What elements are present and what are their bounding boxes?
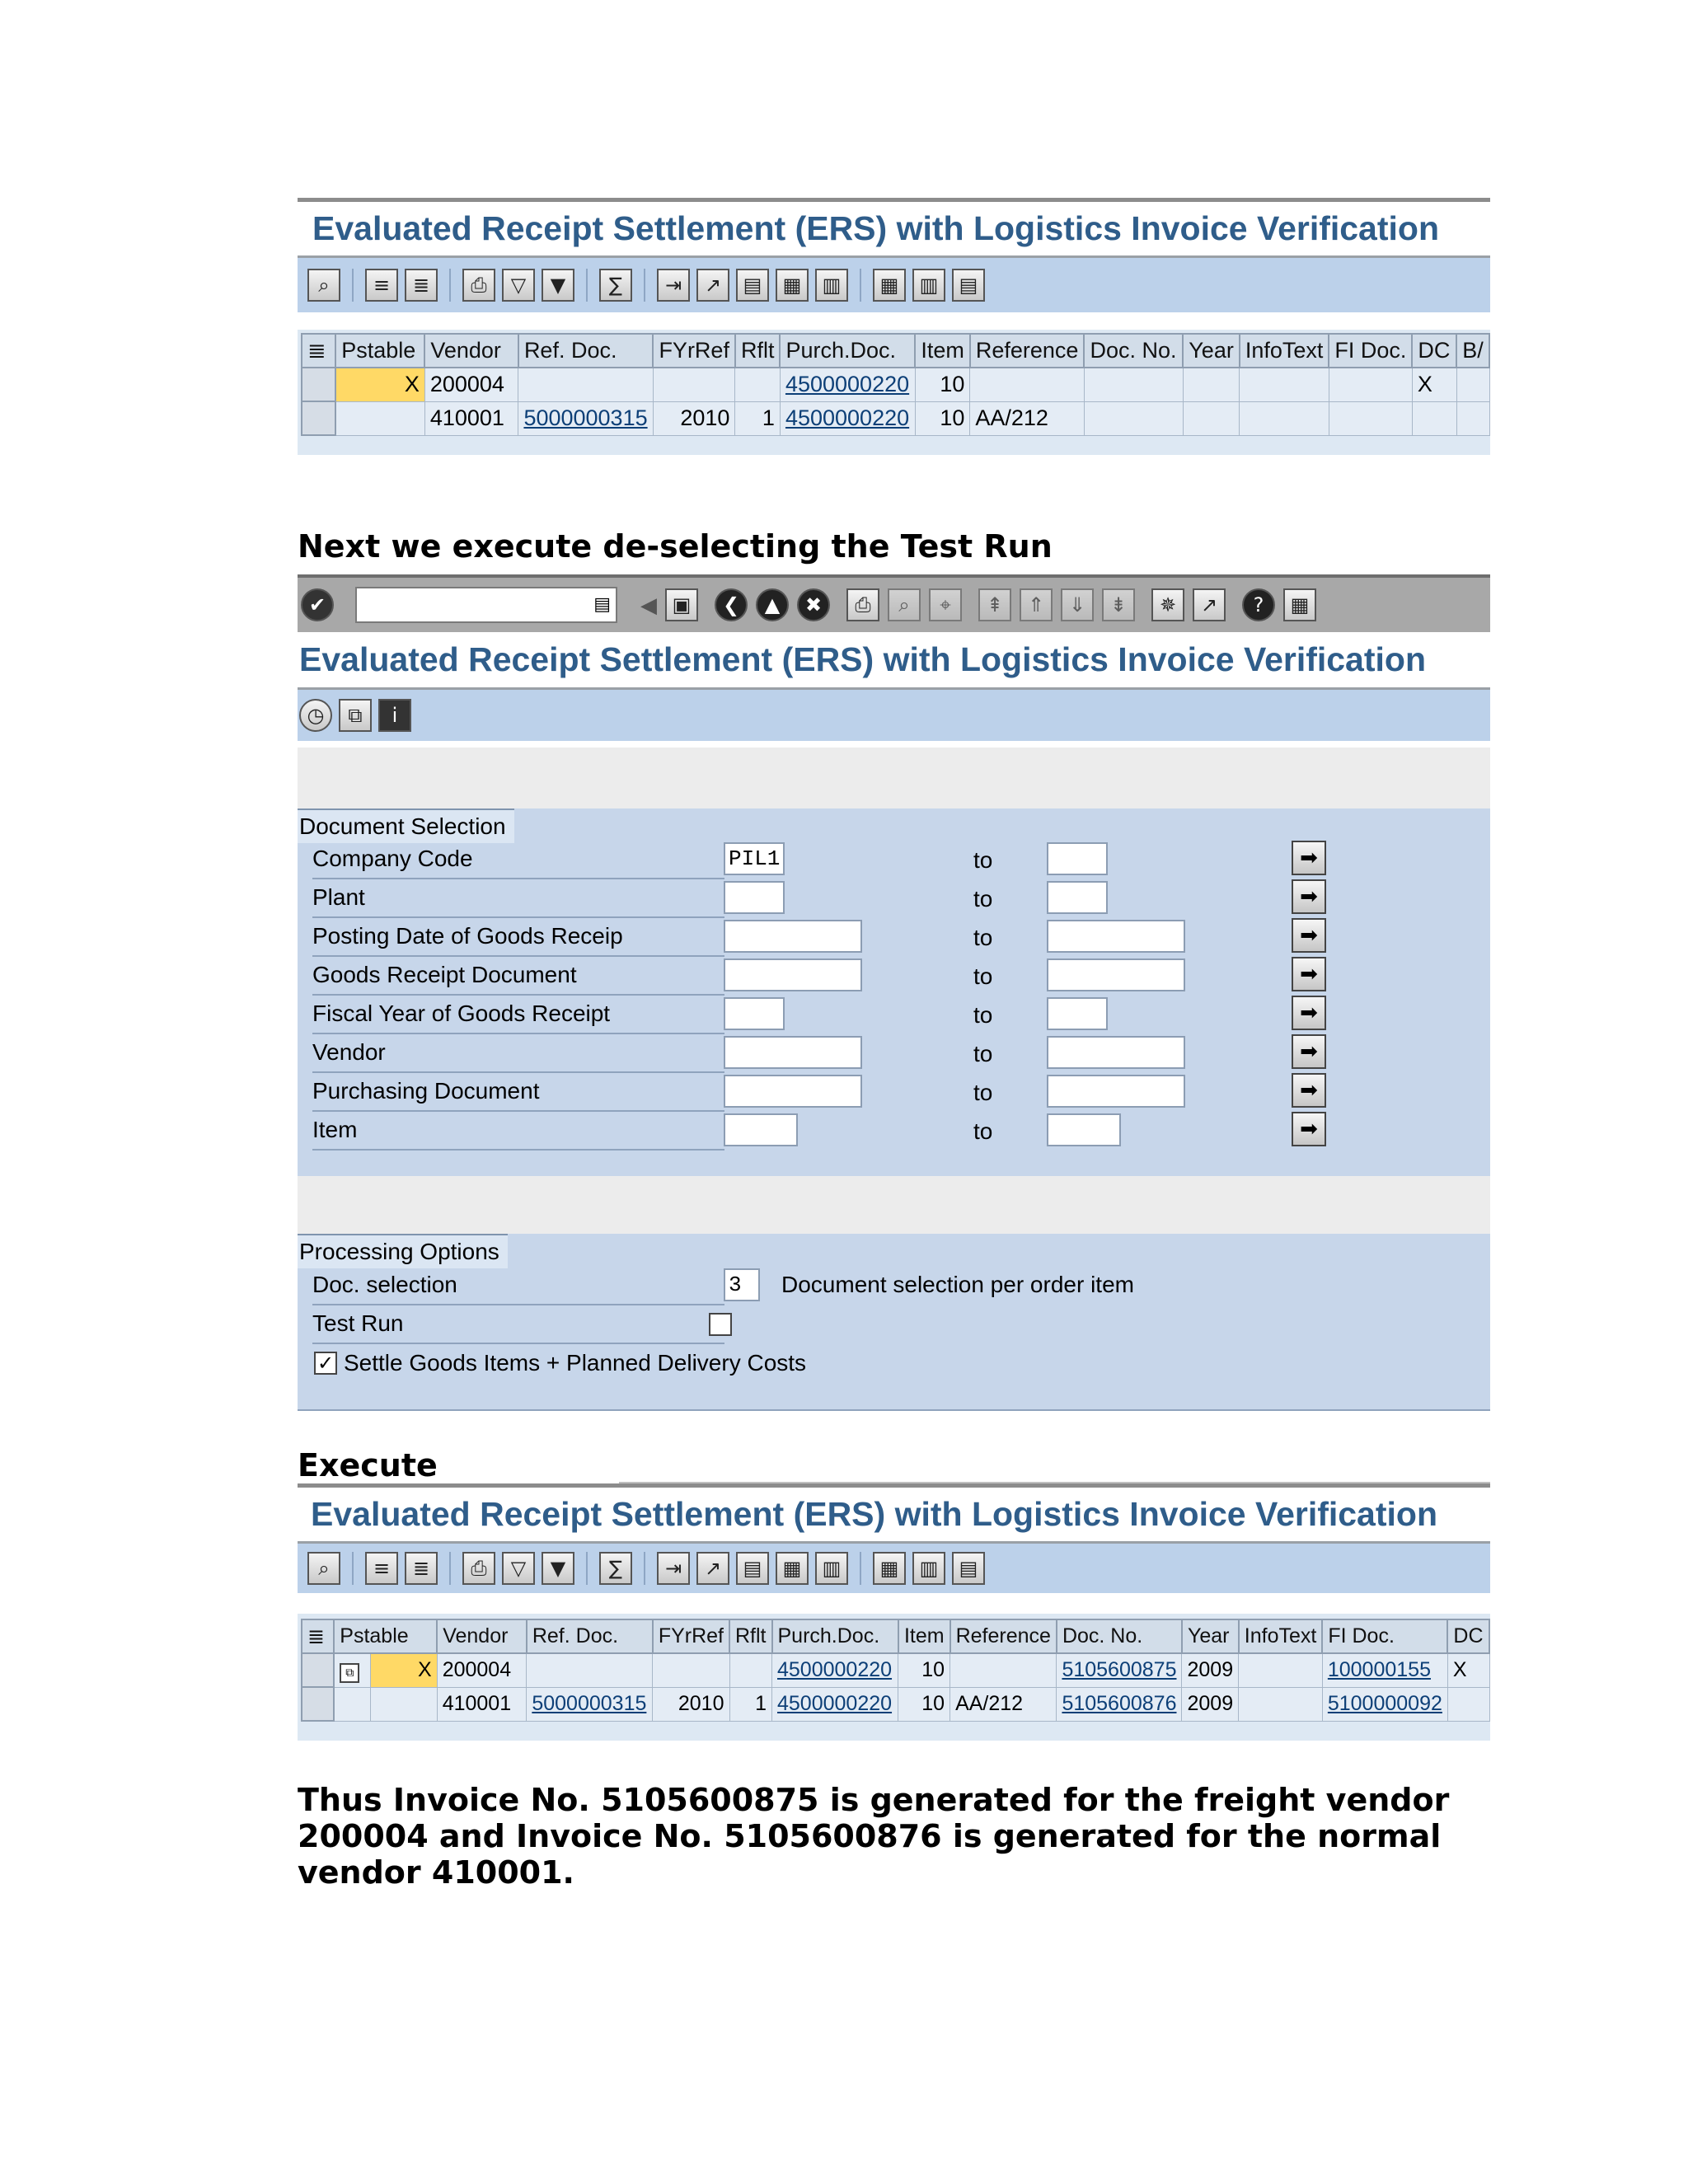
cell-pstable: X [371,1653,438,1687]
ref-doc-link[interactable]: 5000000315 [532,1692,647,1715]
ers-result-posted [298,1483,1490,1741]
col-header[interactable]: FI Doc. [1329,334,1412,368]
table-row[interactable] [302,1687,1489,1721]
cell-infotext [1240,368,1329,401]
cell-reference [970,368,1085,401]
multiple-selection-icon[interactable]: ➡ [1292,1112,1326,1146]
cell-purch-doc[interactable] [780,401,915,435]
table-header [302,334,1489,368]
item-to[interactable] [1047,1113,1121,1146]
fi-doc-link[interactable]: 100000155 [1327,1658,1431,1682]
cell-ref-doc [527,1653,653,1687]
col-header[interactable]: Item [898,1619,950,1653]
filter-icon[interactable]: ▽ [502,1552,535,1585]
print-icon[interactable]: ⎙ [846,588,879,621]
cell-fi-doc[interactable] [1322,1653,1447,1687]
col-header[interactable]: Year [1183,334,1240,368]
word-icon[interactable]: ▤ [736,1552,769,1585]
cell-b [1456,401,1489,435]
cell-infotext [1239,1653,1323,1687]
col-header[interactable]: Pstable [334,1619,437,1653]
company-code-to[interactable] [1047,842,1108,875]
cell-purch-doc[interactable] [780,368,915,401]
alv-toolbar [298,1544,1490,1593]
conclusion-text: Thus Invoice No. 5105600875 is generated for the freight vendor 200004 and Invoice No. 5105600876 is generated for the normal vendor 410001. [298,1782,1450,1891]
goods-receipt-doc-to[interactable] [1047,958,1185,991]
purch-doc-link[interactable]: 4500000220 [777,1658,893,1682]
col-header[interactable]: Ref. Doc. [527,1619,653,1653]
previous-page-icon[interactable]: ⇑ [1020,588,1053,621]
settle-label: Settle Goods Items + Planned Delivery Costs [344,1350,807,1376]
enter-icon[interactable]: ✔ [301,588,334,621]
expand-icon[interactable]: ⧉ [340,1663,359,1683]
doc-selection-input[interactable]: 3 [724,1268,760,1301]
cell-purch-doc[interactable] [772,1687,898,1721]
table-row[interactable] [302,401,1489,435]
next-page-icon[interactable]: ⇓ [1061,588,1094,621]
sort-asc-icon[interactable]: ≡ [365,269,398,302]
vendor-label: Vendor [312,1039,386,1065]
to-label: to [973,886,993,912]
multiple-selection-icon[interactable]: ➡ [1292,918,1326,953]
cell-vendor: 410001 [424,401,518,435]
column-icon[interactable]: ▥ [912,269,945,302]
fiscal-year-label: Fiscal Year of Goods Receipt [312,1001,611,1026]
purch-doc-link[interactable]: 4500000220 [777,1692,893,1715]
cell-vendor: 200004 [424,368,518,401]
cell-dc [1447,1687,1489,1721]
col-header[interactable]: Vendor [424,334,518,368]
column-icon[interactable]: ▥ [912,1552,945,1585]
word-icon[interactable]: ▤ [736,269,769,302]
save-icon[interactable]: ▣ [665,588,698,621]
col-header[interactable]: DC [1412,334,1456,368]
cell-year [1183,368,1240,401]
doc-selection-desc: Document selection per order item [781,1272,1134,1297]
processing-options-label: Processing Options [298,1234,508,1268]
col-header[interactable]: FYrRef [653,334,735,368]
processing-options-frame [298,1234,1490,1411]
to-label: to [973,963,993,989]
export-icon[interactable]: ⇥ [657,1552,690,1585]
find-next-icon[interactable]: ⌖ [929,588,962,621]
cell-reference [950,1653,1057,1687]
filter-set-icon[interactable]: ▼ [542,269,574,302]
row-divider [312,878,724,879]
multiple-selection-icon[interactable]: ➡ [1292,996,1326,1030]
doc-no-link[interactable]: 5105600876 [1062,1692,1177,1715]
info-icon[interactable]: i [378,699,411,732]
screen-title: Evaluated Receipt Settlement (ERS) with Logistics Invoice Verification [311,1495,1437,1533]
row-icon[interactable]: ▤ [952,1552,985,1585]
cell-fyrref: 2010 [653,1687,729,1721]
row-selector[interactable] [302,1653,334,1687]
col-header[interactable]: Item [915,334,970,368]
col-header[interactable]: Vendor [437,1619,527,1653]
posting-date-to[interactable] [1047,920,1185,953]
caption-execute: Execute [298,1447,438,1483]
cell-pstable [371,1687,438,1721]
alv-toolbar [298,258,1490,312]
sum-icon[interactable]: ∑ [599,269,632,302]
fi-doc-link[interactable]: 5100000092 [1327,1692,1442,1715]
cell-pstable [335,401,424,435]
cell-fi-doc [1329,368,1412,401]
col-header[interactable]: FI Doc. [1322,1619,1447,1653]
filter-icon[interactable]: ▽ [502,269,535,302]
help-icon[interactable]: ? [1242,588,1275,621]
row-divider [312,1343,724,1344]
detail-icon[interactable]: ⌕ [307,269,340,302]
multiple-selection-icon[interactable]: ➡ [1292,841,1326,875]
item-label: Item [312,1117,358,1142]
cell-ref-doc [518,368,654,401]
spacer-area [298,1176,1490,1234]
sort-asc-icon[interactable]: ≡ [365,1552,398,1585]
alv-grid [298,1614,1490,1741]
layout-icon[interactable]: ▥ [815,1552,848,1585]
command-dropdown-icon[interactable]: ▤ [593,593,611,614]
cell-vendor: 410001 [437,1687,527,1721]
col-header[interactable]: DC [1447,1619,1489,1653]
cell-doc-no [1084,368,1183,401]
grid-icon[interactable]: ▦ [873,269,906,302]
cell-doc-no [1084,401,1183,435]
purch-doc-link[interactable]: 4500000220 [785,372,910,397]
print-icon[interactable]: ⎙ [462,269,495,302]
cell-rflt: 1 [735,401,781,435]
spacer-area [298,748,1490,808]
test-run-checkbox[interactable] [709,1313,732,1336]
document-selection-label: Document Selection [298,808,514,843]
fiscal-year-from[interactable] [724,997,785,1030]
ers-selection-screen [298,574,1490,1413]
plant-from[interactable] [724,881,785,914]
cell-infotext [1240,401,1329,435]
multiple-selection-icon[interactable]: ➡ [1292,879,1326,914]
filter-set-icon[interactable]: ▼ [542,1552,574,1585]
first-page-icon[interactable]: ⇞ [978,588,1011,621]
cell-fyrref [653,1653,729,1687]
cell-ref-doc[interactable] [527,1687,653,1721]
ref-doc-link[interactable]: 5000000315 [523,405,648,430]
caption-deselect-test-run: Next we execute de-selecting the Test Run [298,528,1053,565]
ers-result-testrun [298,198,1490,455]
execute-icon[interactable]: ◷ [299,699,332,732]
doc-no-link[interactable]: 5105600875 [1062,1658,1177,1682]
cell-item: 10 [898,1653,950,1687]
fiscal-year-to[interactable] [1047,997,1108,1030]
application-toolbar [298,690,1490,741]
plant-label: Plant [312,884,365,910]
row-icon[interactable]: ▤ [952,269,985,302]
cell-rflt [735,368,781,401]
cell-pstable: X [335,368,424,401]
cell-b [1456,368,1489,401]
row-selector[interactable] [302,401,335,435]
cell-infotext [1239,1687,1323,1721]
table-row[interactable] [302,368,1489,401]
col-header[interactable]: InfoText [1239,1619,1323,1653]
get-variant-icon[interactable]: ⧉ [339,699,372,732]
col-header[interactable]: Doc. No. [1057,1619,1182,1653]
cell-vendor: 200004 [437,1653,527,1687]
screen-title: Evaluated Receipt Settlement (ERS) with Logistics Invoice Verification [312,209,1439,247]
detail-icon[interactable]: ⌕ [307,1552,340,1585]
col-header[interactable]: Rflt [735,334,781,368]
cell-year [1183,401,1240,435]
row-divider [312,1149,724,1151]
col-header[interactable]: Rflt [729,1619,772,1653]
doc-selection-label: Doc. selection [312,1272,457,1297]
alv-grid [298,330,1490,455]
find-icon[interactable]: ⌕ [888,588,921,621]
result-table [301,333,1490,436]
cell-reference: AA/212 [970,401,1085,435]
settle-checkbox[interactable]: ✓ [314,1352,337,1375]
sum-icon[interactable]: ∑ [599,1552,632,1585]
goods-receipt-doc-label: Goods Receipt Document [312,962,577,987]
command-field[interactable] [355,587,617,623]
to-label: to [973,925,993,950]
layout-select-icon[interactable]: ≣ [302,334,335,368]
col-header[interactable]: Year [1182,1619,1239,1653]
to-label: to [973,1002,993,1028]
graphic-icon[interactable]: ↗ [696,269,729,302]
col-header[interactable]: Purch.Doc. [780,334,915,368]
col-header[interactable]: Pstable [335,334,424,368]
export-icon[interactable]: ⇥ [657,269,690,302]
back-icon[interactable]: ❮ [715,588,748,621]
layout-menu-icon[interactable]: ▦ [1283,588,1316,621]
new-session-icon[interactable]: ✵ [1151,588,1184,621]
cell-item: 10 [915,368,970,401]
table-header [302,1619,1489,1653]
cell-item: 10 [898,1687,950,1721]
screen-title-bar [298,198,1490,258]
col-header[interactable]: InfoText [1240,334,1329,368]
screen-title-bar [298,1483,1490,1544]
cell-rflt [729,1653,772,1687]
cell-purch-doc[interactable] [772,1653,898,1687]
purch-doc-link[interactable]: 4500000220 [785,405,910,430]
cell-expand[interactable] [334,1653,370,1687]
vendor-from[interactable] [724,1036,862,1069]
layout-select-icon[interactable]: ≣ [302,1619,334,1653]
cell-dc: X [1412,368,1456,401]
document-selection-frame [298,808,1490,1176]
screen-title-bar [298,632,1490,690]
company-code-label: Company Code [312,846,473,871]
result-table [301,1619,1490,1722]
excel-icon[interactable]: ▦ [776,1552,809,1585]
posting-date-from[interactable] [724,920,862,953]
col-header[interactable]: FYrRef [653,1619,729,1653]
table-row[interactable] [302,1653,1489,1687]
print-icon[interactable]: ⎙ [462,1552,495,1585]
cell-fi-doc[interactable] [1322,1687,1447,1721]
multiple-selection-icon[interactable]: ➡ [1292,1034,1326,1069]
col-header[interactable]: Doc. No. [1084,334,1183,368]
purchasing-doc-label: Purchasing Document [312,1078,540,1104]
cancel-icon[interactable]: ✖ [797,588,830,621]
last-page-icon[interactable]: ⇟ [1102,588,1135,621]
exit-icon[interactable]: ▲ [756,588,789,621]
multiple-selection-icon[interactable]: ➡ [1292,957,1326,991]
grid-icon[interactable]: ▦ [873,1552,906,1585]
sort-desc-icon[interactable]: ≣ [405,1552,438,1585]
goods-receipt-doc-from[interactable] [724,958,862,991]
col-header[interactable]: Ref. Doc. [518,334,654,368]
to-label: to [973,1080,993,1105]
cell-item: 10 [915,401,970,435]
cell-year: 2009 [1182,1687,1239,1721]
col-header[interactable]: B/ [1456,334,1489,368]
test-run-label: Test Run [312,1310,404,1336]
cell-ref-doc[interactable] [518,401,654,435]
row-selector[interactable] [302,1687,334,1721]
cell-reference: AA/212 [950,1687,1057,1721]
cell-year: 2009 [1182,1653,1239,1687]
row-divider [312,1110,724,1112]
plant-to[interactable] [1047,881,1108,914]
to-label: to [973,847,993,873]
item-from[interactable] [724,1113,798,1146]
row-selector[interactable] [302,368,335,401]
cell-fi-doc [1329,401,1412,435]
col-header[interactable]: Reference [970,334,1085,368]
system-toolbar [298,574,1490,632]
to-label: to [973,1041,993,1066]
shortcut-icon[interactable]: ↗ [1193,588,1226,621]
cell-dc: X [1447,1653,1489,1687]
graphic-icon[interactable]: ↗ [696,1552,729,1585]
col-header[interactable]: Reference [950,1619,1057,1653]
cell-expand [334,1687,370,1721]
col-header[interactable]: Purch.Doc. [772,1619,898,1653]
command-toggle-icon[interactable]: ◀ [640,592,657,617]
sort-desc-icon[interactable]: ≣ [405,269,438,302]
cell-dc [1412,401,1456,435]
company-code-from[interactable]: PIL1 [724,842,785,875]
cell-fyrref [653,368,735,401]
vendor-to[interactable] [1047,1036,1185,1069]
multiple-selection-icon[interactable]: ➡ [1292,1073,1326,1108]
cell-rflt: 1 [729,1687,772,1721]
posting-date-label: Posting Date of Goods Receip [312,923,623,949]
to-label: to [973,1118,993,1144]
purchasing-doc-to[interactable] [1047,1075,1185,1108]
cell-doc-no[interactable] [1057,1687,1182,1721]
cell-doc-no[interactable] [1057,1653,1182,1687]
screen-title: Evaluated Receipt Settlement (ERS) with Logistics Invoice Verification [299,640,1426,678]
purchasing-doc-from[interactable] [724,1075,862,1108]
layout-icon[interactable]: ▥ [815,269,848,302]
excel-icon[interactable]: ▦ [776,269,809,302]
cell-fyrref: 2010 [653,401,735,435]
